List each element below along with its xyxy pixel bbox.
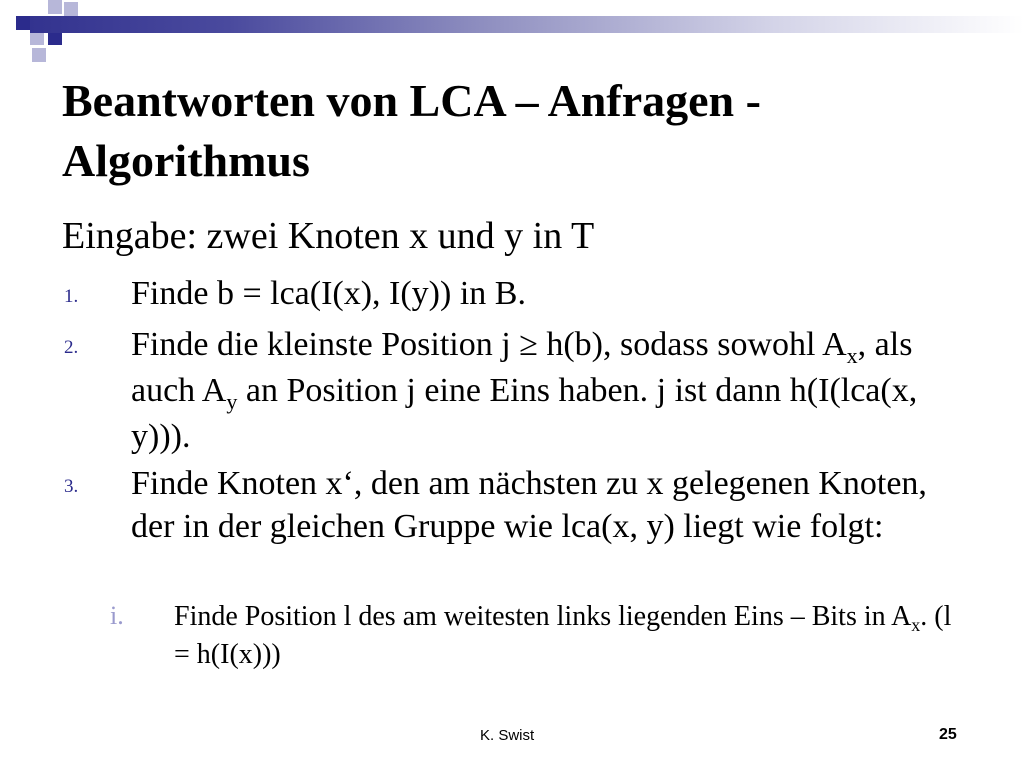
decorative-square — [16, 16, 30, 30]
slide-subtitle: Eingabe: zwei Knoten x und y in T — [62, 215, 595, 257]
list-item: Finde Knoten x‘, den am nächsten zu x gelegenen Knoten, der in der gleichen Gruppe wie lca(x, y) liegt wie folgt: — [131, 465, 927, 545]
list-item — [131, 323, 951, 458]
text-part: Finde Position l des am weitesten links liegenden Eins – Bits in A — [174, 601, 912, 632]
decorative-square — [64, 2, 78, 16]
text-part: Finde die kleinste Position j ≥ h(b), sodass sowohl A — [131, 326, 847, 363]
decorative-square — [48, 31, 62, 45]
list-number: 2. — [64, 337, 79, 358]
subscript: y — [226, 389, 238, 414]
decorative-square — [48, 0, 62, 14]
decorative-square — [32, 48, 46, 62]
list-item: Finde b = lca(I(x), I(y)) in B. — [131, 275, 526, 312]
subscript: x — [911, 615, 921, 635]
text-part: . (l = h(I(x))) — [174, 601, 952, 670]
list-number: 1. — [64, 286, 79, 307]
decorative-square — [30, 31, 44, 45]
slide-title: Beantworten von LCA – Anfragen - Algorithmus — [62, 75, 761, 186]
page-number: 25 — [939, 726, 957, 743]
header-gradient-bar — [30, 16, 1024, 33]
sublist-number: i. — [110, 601, 124, 630]
list-number: 3. — [64, 476, 79, 497]
footer-author: K. Swist — [480, 727, 535, 744]
text-part: an Position j eine Eins haben. j ist dann h(I(lca(x, y))). — [131, 372, 918, 455]
subscript: x — [846, 343, 858, 368]
sublist-item — [174, 599, 964, 673]
text-part: , als auch A — [131, 326, 913, 409]
